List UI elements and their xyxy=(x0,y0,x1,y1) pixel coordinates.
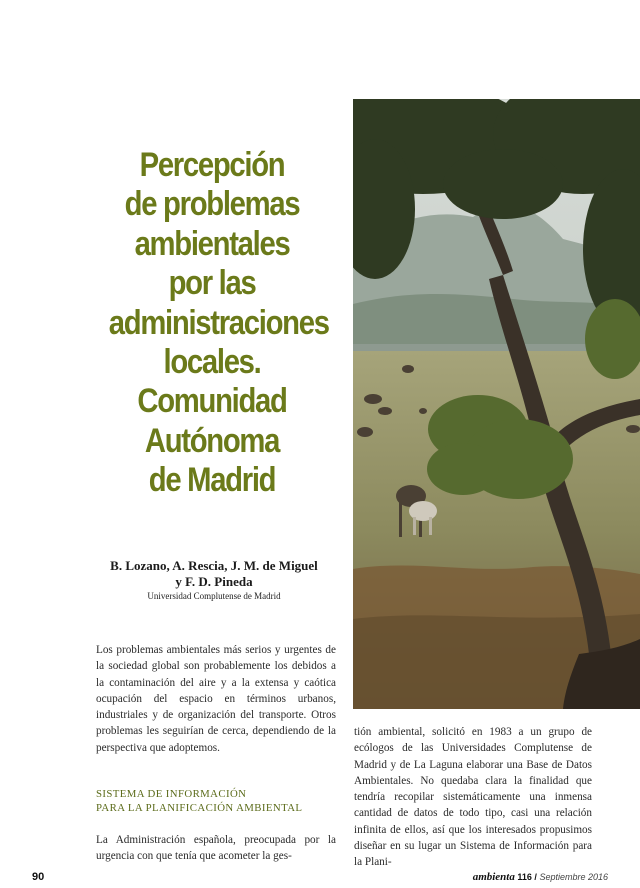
authors-line: B. Lozano, A. Rescia, J. M. de Miguel xyxy=(110,558,318,573)
body-right-column: tión ambiental, solicitó en 1983 a un grupo de ecólogos de las Universidades Complutense de Madrid y de La Laguna elaborar una Base de Datos Ambientales. No quedaba clara la finalidad que tendría recopilar sistemáticamente una inmensa cantidad de datos de todo tipo, casi una relación infinita de ellos, así que los interesados propusimos diseñar en su lugar un Sistema de Información para la Plani- xyxy=(354,726,592,869)
authors xyxy=(94,558,334,590)
magazine-name: ambienta xyxy=(472,871,515,883)
issue-number: 116 xyxy=(517,872,532,882)
page-number: 90 xyxy=(32,871,45,883)
title-line: de problemas xyxy=(124,185,300,224)
section-heading xyxy=(96,787,336,815)
body-left-column: La Administración española, preocupada por la urgencia con que tenía que acometer la ges- xyxy=(96,834,336,863)
issue-date: Septiembre 2016 xyxy=(539,872,608,882)
section-heading-line: PARA LA PLANIFICACIÓN AMBIENTAL xyxy=(96,802,303,814)
title-line: Percepción xyxy=(139,146,285,184)
affiliation: Universidad Complutense de Madrid xyxy=(147,591,281,601)
title-line: ambientales xyxy=(134,224,290,263)
authors-line: y F. D. Pineda xyxy=(175,574,253,589)
intro-paragraph xyxy=(96,642,336,756)
footer-separator: / xyxy=(534,872,537,882)
section-heading-line: SISTEMA DE INFORMACIÓN xyxy=(96,788,247,800)
title-line: Comunidad xyxy=(137,382,287,421)
title-line: por las xyxy=(168,264,256,303)
article-title xyxy=(108,146,329,501)
intro-text: Los problemas ambientales más serios y urgentes de la sociedad global son probablemente los debidos a la contaminación del aire y a la extensa y caótica ocupación del espacio en términos urbanos, industriales y de organización del transporte. Otros problemas les seguirían de cerca, dependiendo de la perspectiva que adoptemos. xyxy=(96,644,336,754)
photo-tree-cattle xyxy=(353,99,640,709)
running-footer xyxy=(473,871,608,883)
title-line: locales. xyxy=(163,343,261,382)
title-line: administraciones xyxy=(108,303,329,342)
title-line: Autónoma xyxy=(144,421,280,460)
title-line: de Madrid xyxy=(148,461,276,500)
